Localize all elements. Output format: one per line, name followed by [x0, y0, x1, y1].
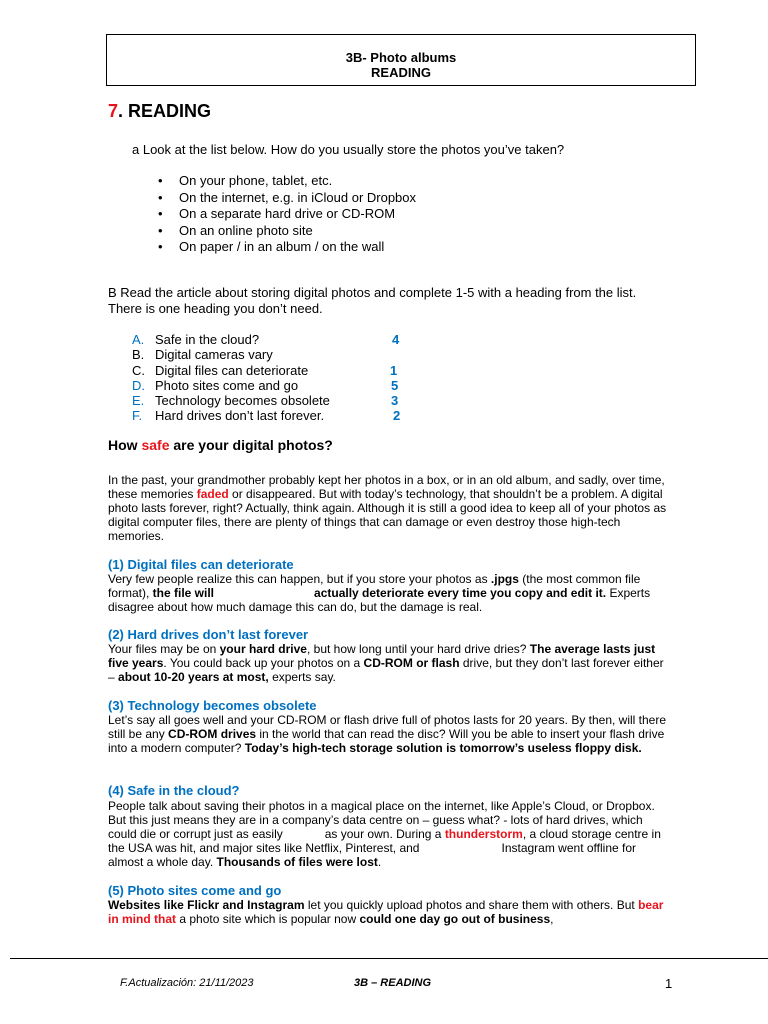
section-title-text: . READING [118, 101, 212, 121]
header-title: 3B- Photo albums [345, 50, 457, 65]
heading-answer: 2 [393, 408, 401, 424]
section-1-heading: (1) Digital files can deteriorate [108, 557, 294, 572]
intro-text: or disappeared. But with today’s technology, that shouldn’t be a problem. A digital photo lasts forever, right? Actually, think again. Although it is still a good idea to keep all of your photos as digital computer files, there are plenty of things that can damage or even destroy those high-tech memories. [108, 487, 667, 543]
heading-answer: 3 [391, 393, 399, 409]
list-item: • On a separate hard drive or CD-ROM [158, 206, 416, 223]
section-4-text [108, 799, 668, 869]
heading-answer: 4 [392, 332, 400, 347]
para-text: , but how long until your hard drive dries? [306, 642, 530, 656]
para-text: Experts disagree about how much damage this can do, but the damage is real. [108, 586, 651, 614]
document-header [106, 34, 696, 86]
para-bold: CD-ROM or flash [363, 656, 460, 670]
section-number: 7 [108, 101, 119, 121]
heading-answer: 5 [391, 377, 399, 393]
list-item: • On paper / in an album / on the wall [158, 239, 416, 256]
heading-text: Hard drives don’t last forever. [155, 408, 325, 424]
section-3-text [108, 713, 668, 755]
section-2-text [108, 642, 668, 684]
para-text: a photo site which is popular now [176, 912, 360, 926]
para-bold: Thousands of files were lost [216, 855, 378, 869]
para-text: experts say. [268, 670, 336, 684]
section-3-heading: (3) Technology becomes obsolete [108, 698, 317, 713]
section-2-heading: (2) Hard drives don’t last forever [108, 627, 309, 642]
heading-letter: B. [132, 347, 145, 363]
para-text: People talk about saving their photos in a magical place on the internet, like Apple’s Cloud, or Dropbox. But this just means they are in a company’s data centre on – guess what? - lots of hard drives, which could die or corrupt just as easily [108, 799, 655, 841]
para-text: let you quickly upload photos and share them with others. But [304, 898, 639, 912]
storage-options-list [158, 173, 416, 256]
footer-updated: F.Actualización: 21/11/2023 [120, 977, 254, 989]
para-text: as your own. During a [324, 827, 445, 841]
para-text: in the world that can read the disc? Will you be able to insert your flash drive into a modern computer? [108, 727, 665, 755]
heading-text: Technology becomes obsolete [155, 393, 330, 409]
para-bold: actually deteriorate every time you copy and edit it. [314, 586, 607, 600]
heading-text: Digital files can deteriorate [155, 362, 309, 378]
section-5-heading: (5) Photo sites come and go [108, 883, 282, 898]
para-text: . [377, 855, 382, 869]
para-bold: The average lasts just five years [108, 642, 656, 670]
heading-letter: E. [132, 393, 145, 409]
article-title-part: are your digital photos? [169, 437, 333, 453]
footer-divider [10, 958, 768, 959]
article-intro [108, 473, 668, 543]
para-text: , [550, 912, 554, 926]
intro-text: In the past, your grandmother probably kept her photos in a box, [108, 473, 450, 487]
para-text: drive, but they don’t last forever either – [108, 656, 664, 684]
para-bold: the file will [152, 586, 215, 600]
section-5-text [108, 898, 668, 926]
heading-answer: 1 [390, 362, 398, 378]
heading-letter: F. [132, 408, 143, 424]
article-title-part: How [108, 437, 142, 453]
para-bold: about 10-20 years at most, [118, 670, 269, 684]
list-item: • On an online photo site [158, 223, 416, 240]
para-bold: could one day go out of business [359, 912, 551, 926]
section-title [108, 101, 211, 122]
para-highlight: bear in mind that [108, 898, 664, 926]
heading-letter: A. [132, 332, 145, 347]
heading-text: Photo sites come and go [155, 377, 299, 393]
intro-text: or in an old album, and sadly, over time, these memories [108, 473, 665, 501]
para-text: Let’s say all goes well and your CD-ROM or flash drive full of photos lasts for 20 years. By then, will there still be any [108, 713, 667, 741]
intro-highlight: faded [196, 487, 229, 501]
header-subtitle: READING [371, 65, 431, 80]
heading-letter: D. [132, 377, 145, 393]
article-title-highlight: safe [141, 437, 170, 453]
footer-center: 3B – READING [354, 977, 432, 989]
section-1-text [108, 572, 668, 614]
page-number: 1 [665, 976, 673, 991]
para-text: . You could back up your photos on a [163, 656, 364, 670]
para-bold: CD-ROM drives [168, 727, 257, 741]
article-title [108, 437, 333, 453]
list-item: • On your phone, tablet, etc. [158, 173, 416, 190]
section-4-heading: (4) Safe in the cloud? [108, 783, 240, 798]
para-text: (the most common file format), [108, 572, 641, 600]
para-bold: .jpgs [490, 572, 519, 586]
para-highlight: thunderstorm [444, 827, 523, 841]
heading-text: Safe in the cloud? [155, 332, 260, 347]
question-b: B Read the article about storing digital photos and complete 1-5 with a heading from the list. There is one heading you don’t need. [108, 285, 637, 316]
para-bold: Websites like Flickr and Instagram [108, 898, 305, 912]
para-text: Very few people realize this can happen, but if you store your photos as [108, 572, 491, 586]
question-a: a Look at the list below. How do you usually store the photos you’ve taken? [132, 142, 565, 157]
para-text: , a cloud storage centre in the USA was hit, and major sites like Netflix, Pinterest, and [108, 827, 661, 855]
para-bold: Today’s high-tech storage solution is tomorrow’s useless floppy disk. [244, 741, 642, 755]
list-item: • On the internet, e.g. in iCloud or Dropbox [158, 190, 416, 207]
para-bold: your hard drive [219, 642, 307, 656]
heading-text: Digital cameras vary [155, 347, 273, 363]
para-text: Your files may be on [108, 642, 220, 656]
heading-letter: C. [132, 362, 145, 378]
para-text: Instagram went offline for almost a whole day. [108, 841, 636, 869]
